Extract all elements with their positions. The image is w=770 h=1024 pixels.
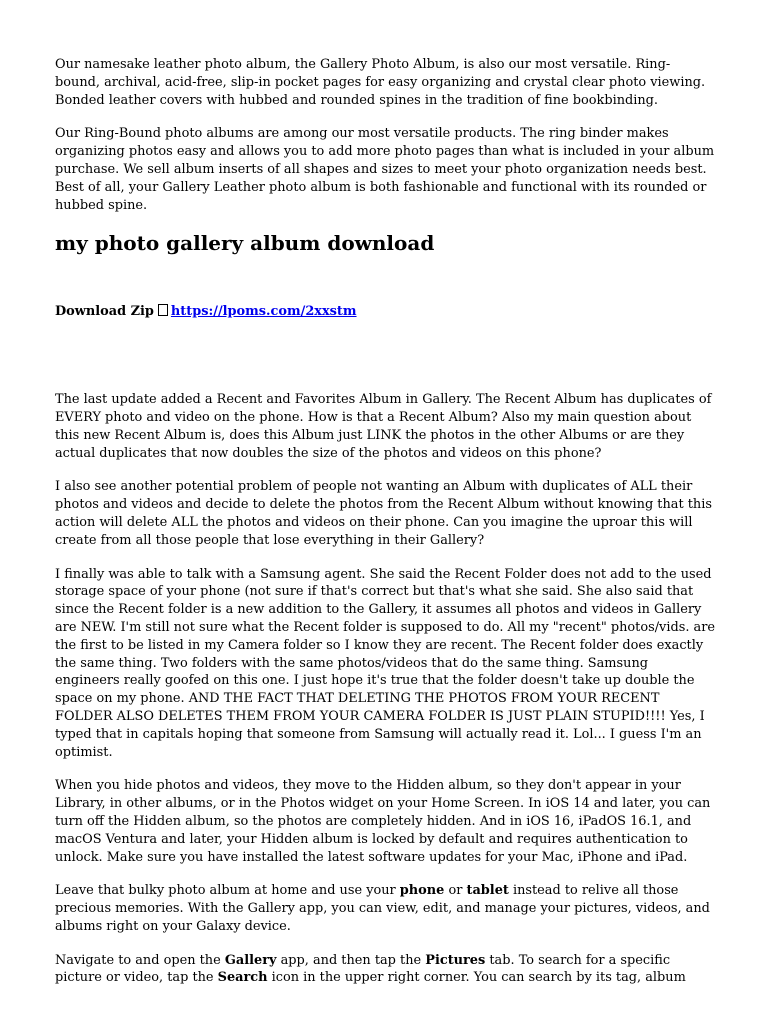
download-line [55,303,715,321]
p6-text-3: tab. To search for a specific picture or video, tap the [55,952,671,986]
download-label: Download Zip [55,304,154,320]
p6-bold-gallery: Gallery [224,952,277,968]
p6-text-1: Navigate to and open the [55,952,225,968]
spacer [55,321,715,391]
body-paragraph-6 [55,952,715,988]
body-paragraph-3: I finally was able to talk with a Samsung agent. She said the Recent Folder does not add to the used storage space of your phone (not sure if that's correct but that's what she said. She also said that since the Recent folder is a new addition to the Gallery, it assumes all photos and videos in Gallery are NEW. I'm still not sure what the Recent folder is supposed to do. All my "recent" photos/vids. are the first to be listed in my Camera folder so I know they are recent. The Recent folder does exactly the same thing. Two folders with the same photos/videos that do the same thing. Samsung engineers really goofed on this one. I just hope it's true that the folder doesn't take up double the space on my phone. AND THE FACT THAT DELETING THE PHOTOS FROM YOUR RECENT FOLDER ALSO DELETES THEM FROM YOUR CAMERA FOLDER IS JUST PLAIN STUPID!!!! Yes, I typed that in capitals hoping that someone from Samsung will actually read it. Lol... I guess I'm an optimist. [55,566,716,760]
body-paragraph-4: When you hide photos and videos, they move to the Hidden album, so they don't appear in your Library, in other albums, or in the Photos widget on your Home Screen. In iOS 14 and later, you can turn off the Hidden album, so the photos are completely hidden. And in iOS 16, iPadOS 16.1, and macOS Ventura and later, your Hidden album is locked by default and requires authentication to unlock. Make sure you have installed the latest software updates for your Mac, iPhone and iPad. [55,778,711,865]
body-paragraph-5 [55,882,715,935]
intro-paragraph-1: Our namesake leather photo album, the Gallery Photo Album, is also our most versatile. Ring-bound, archival, acid-free, slip-in pocket pages for easy organizing and crystal clear photo viewing. Bonded leather covers with hubbed and rounded spines in the tradition of fine bookbinding. [55,57,706,108]
p5-bold-tablet: tablet [466,883,509,899]
intro-paragraph-2: Our Ring-Bound photo albums are among our most versatile products. The ring binder makes organizing photos easy and allows you to add more photo pages than what is included in your album purchase. We sell album inserts of all shapes and sizes to meet your photo organization needs best. Best of all, your Gallery Leather photo album is both fashionable and functional with its rounded or hubbed spine. [55,126,715,213]
p6-bold-pictures: Pictures [425,952,486,968]
body-paragraph-2: I also see another potential problem of people not wanting an Album with duplicates of ALL their photos and videos and decide to delete the photos from the Recent Album without knowing that this action will delete ALL the photos and videos on their phone. Can you imagine the uproar this will create from all those people that lose everything in their Gallery? [55,479,712,548]
p6-bold-search: Search [217,970,268,986]
p6-text-2: app, and then tap the [276,952,426,968]
p5-text-2: or [444,883,467,899]
p5-text-1: Leave that bulky photo album at home and use your [55,883,400,899]
arrow-glyph-icon [158,304,168,316]
page-heading: my photo gallery album download [55,231,435,256]
body-paragraph-1: The last update added a Recent and Favorites Album in Gallery. The Recent Album has duplicates of EVERY photo and video on the phone. How is that a Recent Album? Also my main question about this new Recent Album is, does this Album just LINK the photos in the other Albums or are they actual duplicates that now doubles the size of the photos and videos on this phone? [55,392,712,461]
p6-text-4: icon in the upper right corner. You can search by its tag, album [267,970,686,986]
document-page [55,56,715,1003]
p5-bold-phone: phone [399,883,445,899]
download-link[interactable]: https://lpoms.com/2xxstm [170,304,357,320]
p5-text-3: instead to relive all those precious memories. With the Gallery app, you can view, edit, and manage your pictures, videos, and albums right on your Galaxy device. [55,883,710,934]
